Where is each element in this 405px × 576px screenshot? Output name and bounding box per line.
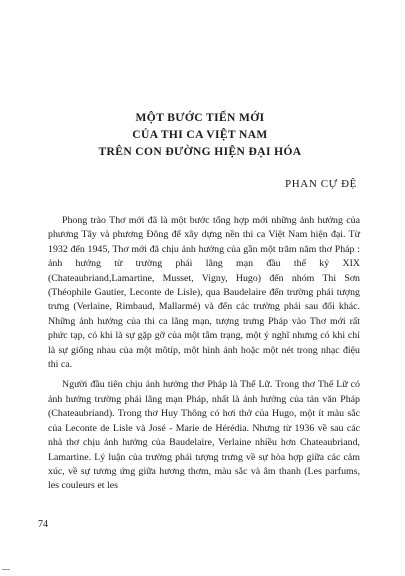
chapter-title — [60, 110, 340, 161]
paragraph-2: Người đầu tiên chịu ảnh hưởng thơ Pháp là Thế Lữ. Trong thơ Thế Lữ có ảnh hưởng trường phái lãng mạn Pháp, nhất là ảnh hưởng của tản văn Pháp (Chateaubriand). Trong thơ Huy Thông có hơi thở của Hugo, một ít màu sắc của Leconte de Lisle và José - Marie de Hérédia. Nhưng từ 1936 về sau các nhà thơ chịu ảnh hưởng của Baudelaire, Verlaine nhiều hơn Chateaubriand, Lamartine. Lý luận của trường phái tượng trưng về sự hòa hợp giữa các cảm xúc, về sự tương ứng giữa hương thơm, màu sắc và âm thanh (Les parfums, les couleurs et les — [48, 379, 360, 492]
title-line-1: MỘT BƯỚC TIẾN MỚI — [135, 112, 265, 124]
scan-corner-mark — [2, 569, 10, 574]
author-name: PHAN CỰ ĐỆ — [285, 178, 357, 190]
page-number: 74 — [38, 519, 48, 530]
title-line-3: TRÊN CON ĐƯỜNG HIỆN ĐẠI HÓA — [98, 146, 302, 158]
paragraph-1: Phong trào Thơ mới đã là một bước tổng hợp mới những ảnh hưởng của phương Tây và phương Đông để xây dựng nền thi ca Việt Nam hiện đại. Từ 1932 đến 1945, Thơ mới đã chịu ảnh hưởng của gần một trăm năm thơ Pháp : ảnh hưởng từ trường phái lãng mạn đầu thế kỷ XIX (Chateaubriand,Lamartine, Musset, Vigny, Hugo) đến nhóm Thi Sơn (Théophile Gautier, Leconte de Lisle), qua Baudelaire đến trường phái tượng trưng (Verlaine, Rimbaud, Mallarmé) và đến các trường phái sau đối khác. Những ảnh hưởng của thi ca lãng mạn, tượng trưng Pháp vào Thơ mới rất phức tạp, có khi là sự gặp gỡ của một tâm trạng, một ý nghĩ nhưng có khi chỉ là sự giống nhau của một môtíp, một hình ảnh hoặc một nét trong nhạc điệu thi ca. — [48, 215, 360, 371]
body-text — [48, 214, 360, 500]
title-line-2: CỦA THI CA VIỆT NAM — [132, 129, 268, 141]
